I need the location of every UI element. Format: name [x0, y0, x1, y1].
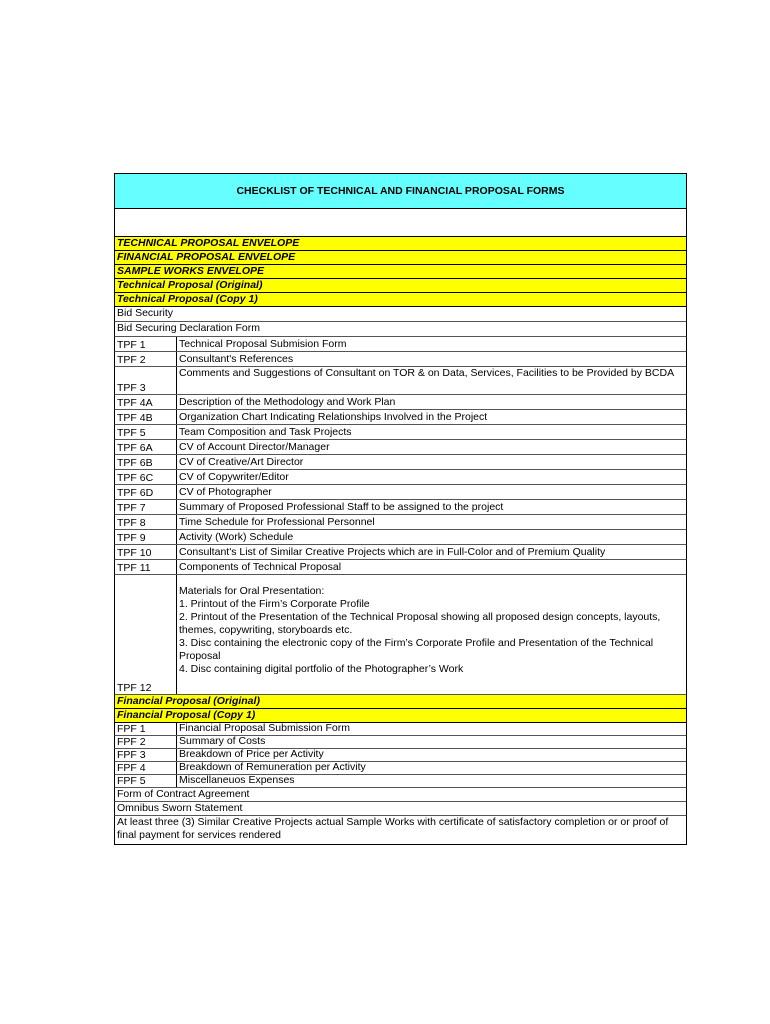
tpf-code: TPF 6D: [115, 485, 177, 499]
tpf-description: CV of Copywriter/Editor: [179, 471, 289, 483]
blank-row: [114, 209, 687, 237]
tpf-description: Components of Technical Proposal: [179, 561, 342, 573]
tpf-code: TPF 10: [115, 545, 177, 559]
envelope-row: TECHNICAL PROPOSAL ENVELOPE: [114, 237, 687, 251]
closing-row: Omnibus Sworn Statement: [114, 802, 687, 816]
tpf-row: [114, 367, 687, 395]
tpf-code: TPF 2: [115, 352, 177, 366]
tpf-row: [114, 352, 687, 367]
fpf-description: Breakdown of Price per Activity: [179, 748, 324, 760]
tpf-code: TPF 1: [115, 337, 177, 351]
financial-header-row: Financial Proposal (Copy 1): [114, 709, 687, 723]
fpf-description: Financial Proposal Submission Form: [179, 722, 350, 734]
fpf-description: Miscellaneuos Expenses: [179, 774, 295, 786]
tpf-code: TPF 9: [115, 530, 177, 544]
closing-row: Form of Contract Agreement: [114, 788, 687, 802]
closing-row: At least three (3) Similar Creative Projects actual Sample Works with certificate of satisfactory completion or or proof of final payment for services rendered: [114, 816, 687, 845]
tpf-description: Description of the Methodology and Work Plan: [179, 396, 396, 408]
tpf-code: TPF 12: [115, 575, 177, 694]
financial-header-row: Financial Proposal (Original): [114, 695, 687, 709]
checklist-title: CHECKLIST OF TECHNICAL AND FINANCIAL PROPOSAL FORMS: [114, 173, 687, 209]
tpf-row: [114, 470, 687, 485]
tpf-description: CV of Photographer: [179, 486, 272, 498]
fpf-description: Summary of Costs: [179, 735, 266, 747]
tpf-code: TPF 5: [115, 425, 177, 439]
envelope-row: Technical Proposal (Original): [114, 279, 687, 293]
fpf-description: Breakdown of Remuneration per Activity: [179, 761, 366, 773]
tpf-description: CV of Creative/Art Director: [179, 456, 304, 468]
tpf-row: [114, 485, 687, 500]
tpf-code: TPF 6B: [115, 455, 177, 469]
tpf-description: Activity (Work) Schedule: [179, 531, 294, 543]
tpf-row: [114, 500, 687, 515]
tpf-code: TPF 3: [115, 367, 177, 394]
tpf-row: [114, 560, 687, 575]
tpf-row: [114, 425, 687, 440]
fpf-code: FPF 3: [115, 749, 177, 761]
tpf-row: [114, 530, 687, 545]
tpf-description: Technical Proposal Submision Form: [179, 338, 347, 350]
tpf-code: TPF 6A: [115, 440, 177, 454]
tpf-code: TPF 7: [115, 500, 177, 514]
checklist-table: [114, 173, 687, 845]
tpf-row: [114, 337, 687, 352]
fpf-code: FPF 4: [115, 762, 177, 774]
tpf-description: Organization Chart Indicating Relationships Involved in the Project: [179, 411, 488, 423]
tpf-description: Comments and Suggestions of Consultant on TOR & on Data, Services, Facilities to be Provided by BCDA: [179, 367, 675, 379]
tpf-row: [114, 515, 687, 530]
bid-row: Bid Securing Declaration Form: [114, 322, 687, 337]
tpf-row: [114, 440, 687, 455]
fpf-row: [114, 775, 687, 788]
tpf-row: [114, 455, 687, 470]
oral-presentation-materials: Materials for Oral Presentation: 1. Printout of the Firm’s Corporate Profile 2. Printout of the Presentation of the Technical Proposal showing all proposed design concepts, layouts, themes, copywriting, storyboards etc. 3. Disc containing the electronic copy of the Firm’s Corporate Profile and Presentation of the Technical Proposal 4. Disc containing digital portfolio of the Photographer’s Work: [179, 585, 661, 675]
tpf-code: TPF 6C: [115, 470, 177, 484]
tpf-row: [114, 410, 687, 425]
tpf-code: TPF 4B: [115, 410, 177, 424]
tpf-code: TPF 11: [115, 560, 177, 574]
fpf-code: FPF 1: [115, 723, 177, 735]
tpf-code: TPF 8: [115, 515, 177, 529]
tpf-code: TPF 4A: [115, 395, 177, 409]
tpf-row: [114, 395, 687, 410]
tpf-row: [114, 545, 687, 560]
envelope-row: SAMPLE WORKS ENVELOPE: [114, 265, 687, 279]
fpf-code: FPF 2: [115, 736, 177, 748]
envelope-row: Technical Proposal (Copy 1): [114, 293, 687, 307]
tpf-description: Consultant's List of Similar Creative Projects which are in Full-Color and of Premium Quality: [179, 546, 606, 558]
tpf-description: Team Composition and Task Projects: [179, 426, 352, 438]
fpf-code: FPF 5: [115, 775, 177, 787]
tpf-description: CV of Account Director/Manager: [179, 441, 330, 453]
tpf-description: Summary of Proposed Professional Staff to be assigned to the project: [179, 501, 504, 513]
envelope-row: FINANCIAL PROPOSAL ENVELOPE: [114, 251, 687, 265]
tpf-row-oral: [114, 575, 687, 695]
bid-row: Bid Security: [114, 307, 687, 322]
tpf-description: Time Schedule for Professional Personnel: [179, 516, 375, 528]
tpf-description: Consultant's References: [179, 353, 294, 365]
